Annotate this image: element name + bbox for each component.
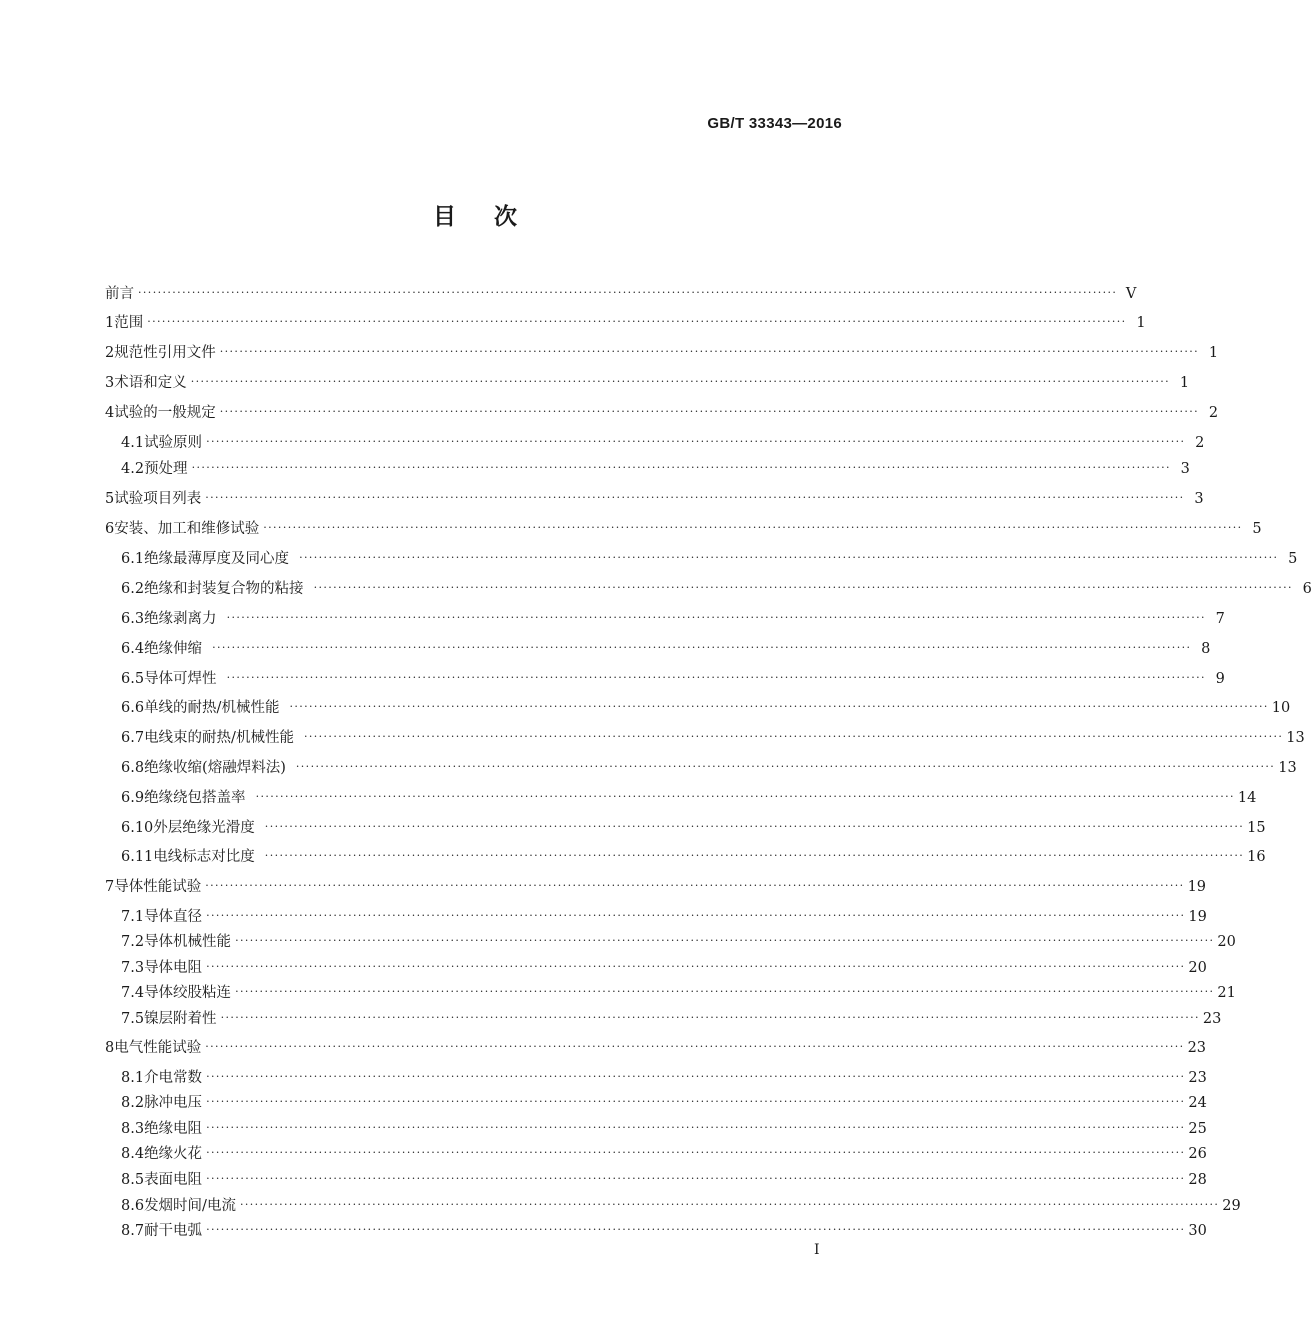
toc-entry-page: 21: [1217, 985, 1236, 1001]
toc-entry-number: 8.5: [121, 1172, 145, 1188]
toc-entry-page: 15: [1247, 820, 1266, 836]
toc-entry[interactable]: [121, 983, 1236, 1003]
toc-entry-page: 19: [1188, 909, 1207, 925]
toc-entry[interactable]: [105, 284, 1137, 304]
toc-entry-label: 绝缘绕包搭盖率: [144, 790, 246, 806]
toc-entry-page: 1: [1136, 315, 1146, 331]
toc-entry-number: 8.4: [121, 1146, 145, 1162]
toc-entry-label: 绝缘最薄厚度及同心度: [144, 551, 290, 567]
toc-entry-number: 8: [105, 1040, 115, 1056]
dot-leader: ········································································································································································································: [226, 611, 1206, 624]
standard-code: GB/T 33343—2016: [707, 115, 842, 132]
toc-entry-number: 6.2: [121, 581, 145, 597]
dot-leader: ········································································································································································································: [255, 790, 1235, 803]
toc-entry[interactable]: [121, 698, 1291, 718]
toc-entry-page: 23: [1188, 1070, 1207, 1086]
dot-leader: ········································································································································································································: [219, 405, 1200, 418]
toc-entry[interactable]: [121, 669, 1225, 689]
toc-entry-page: 25: [1188, 1121, 1207, 1137]
toc-entry[interactable]: [105, 489, 1204, 509]
toc-entry-label: 介电常数: [144, 1070, 203, 1086]
toc-entry-page: 30: [1188, 1223, 1207, 1239]
toc-entry[interactable]: [121, 907, 1207, 927]
toc-entry-number: 6.10: [121, 820, 154, 836]
toc-entry-page: 5: [1252, 521, 1262, 537]
toc-entry-number: 4: [105, 405, 115, 421]
dot-leader: ········································································································································································································: [206, 1146, 1186, 1159]
dot-leader: ········································································································································································································: [206, 909, 1186, 922]
dot-leader: ········································································································································································································: [295, 760, 1276, 773]
toc-entry-label: 导体机械性能: [144, 934, 232, 950]
toc-entry[interactable]: [105, 1038, 1207, 1058]
page-folio: I: [814, 1242, 820, 1258]
dot-leader: ········································································································································································································: [205, 879, 1185, 892]
toc-entry-page: 20: [1188, 960, 1207, 976]
toc-entry-label: 绝缘火花: [144, 1146, 203, 1162]
toc-entry-number: 7.4: [121, 985, 145, 1001]
toc-entry[interactable]: [121, 818, 1266, 838]
toc-entry-page: 1: [1208, 345, 1219, 361]
toc-entry[interactable]: [121, 788, 1257, 808]
dot-leader: ········································································································································································································: [206, 960, 1186, 973]
toc-entry-number: 8.1: [121, 1070, 145, 1086]
toc-entry-label: 耐干电弧: [144, 1223, 203, 1239]
toc-entry-label: 脉冲电压: [144, 1095, 203, 1111]
toc-entry-label: 试验的一般规定: [114, 405, 216, 421]
toc-entry-page: 7: [1215, 611, 1225, 627]
toc-entry-label: 导体直径: [144, 909, 203, 925]
toc-entry-label: 发烟时间/电流: [144, 1198, 236, 1214]
toc-entry-label: 绝缘伸缩: [144, 641, 203, 657]
toc-entry-number: 6.11: [121, 849, 154, 865]
toc-entry-page: 23: [1187, 1040, 1207, 1056]
dot-leader: ········································································································································································································: [191, 461, 1171, 474]
toc-entry[interactable]: [105, 343, 1219, 363]
toc-entry[interactable]: [121, 958, 1207, 978]
toc-entry-number: 7.5: [121, 1011, 145, 1027]
toc-entry[interactable]: [121, 1144, 1207, 1164]
toc-entry[interactable]: [121, 1221, 1207, 1241]
toc-entry[interactable]: [105, 519, 1262, 539]
toc-entry[interactable]: [121, 459, 1190, 479]
toc-entry-page: 19: [1187, 879, 1207, 895]
dot-leader: ········································································································································································································: [263, 521, 1243, 534]
dot-leader: ········································································································································································································: [219, 345, 1200, 358]
toc-entry-page: 20: [1217, 934, 1236, 950]
toc-entry-number: 6.8: [121, 760, 145, 776]
toc-entry-number: 5: [105, 491, 115, 507]
toc-entry-number: 1: [105, 315, 115, 331]
toc-entry-label: 绝缘剥离力: [144, 611, 217, 627]
toc-entry-label: 导体绞股粘连: [144, 985, 232, 1001]
dot-leader: ········································································································································································································: [264, 820, 1245, 833]
toc-entry-label: 单线的耐热/机械性能: [144, 700, 280, 716]
toc-entry-page: 3: [1194, 491, 1204, 507]
toc-entry-number: 6.1: [121, 551, 145, 567]
toc-entry-number: 8.7: [121, 1223, 145, 1239]
toc-entry[interactable]: [105, 877, 1207, 897]
toc-entry[interactable]: [121, 1009, 1222, 1029]
toc-entry-label: 绝缘电阻: [144, 1121, 203, 1137]
toc-entry-page: 24: [1188, 1095, 1207, 1111]
toc-entry-label: 导体可焊性: [144, 671, 217, 687]
toc-entry-page: 13: [1286, 730, 1305, 746]
toc-entry-label: 试验原则: [144, 435, 203, 451]
toc-entry-number: 6.9: [121, 790, 145, 806]
toc-entry-label: 电线束的耐热/机械性能: [144, 730, 294, 746]
dot-leader: ········································································································································································································: [212, 641, 1192, 654]
dot-leader: ········································································································································································································: [299, 551, 1279, 564]
toc-entry-page: V: [1125, 286, 1137, 302]
dot-leader: ········································································································································································································: [289, 700, 1269, 713]
toc-entry-page: 1: [1179, 375, 1190, 391]
toc-entry-number: 6.5: [121, 671, 145, 687]
toc-entry-number: 6.3: [121, 611, 145, 627]
toc-entry-label: 电线标志对比度: [153, 849, 255, 865]
toc-entry[interactable]: [121, 1119, 1207, 1139]
toc-entry-number: 7: [105, 879, 115, 895]
toc-entry-page: 8: [1201, 641, 1211, 657]
toc-entry-page: 26: [1188, 1146, 1207, 1162]
page-title: 目次: [433, 203, 555, 230]
dot-leader: ········································································································································································································: [206, 1070, 1186, 1083]
toc-entry[interactable]: [121, 1068, 1207, 1088]
toc-entry[interactable]: [105, 373, 1190, 393]
toc-entry[interactable]: [121, 932, 1236, 952]
dot-leader: ········································································································································································································: [226, 671, 1206, 684]
dot-leader: ········································································································································································································: [313, 581, 1293, 594]
dot-leader: ········································································································································································································: [239, 1198, 1220, 1211]
toc-entry-number: 6.6: [121, 700, 145, 716]
toc-entry-page: 16: [1247, 849, 1266, 865]
dot-leader: ········································································································································································································: [147, 315, 1127, 328]
dot-leader: ········································································································································································································: [206, 1172, 1186, 1185]
toc-entry[interactable]: [105, 403, 1219, 423]
toc-entry-page: 14: [1237, 790, 1257, 806]
toc-entry[interactable]: [121, 1093, 1207, 1113]
toc-entry-page: 5: [1288, 551, 1298, 567]
toc-entry-label: 前言: [105, 286, 134, 302]
dot-leader: ········································································································································································································: [206, 1095, 1186, 1108]
toc-entry-page: 3: [1180, 461, 1190, 477]
toc-entry-number: 7.3: [121, 960, 145, 976]
toc-entry-number: 6: [105, 521, 115, 537]
toc-entry[interactable]: [121, 728, 1305, 748]
toc-entry[interactable]: [121, 579, 1312, 599]
toc-entry-label: 镍层附着性: [144, 1011, 217, 1027]
toc-entry-label: 绝缘和封装复合物的粘接: [144, 581, 304, 597]
toc-entry[interactable]: [121, 609, 1225, 629]
dot-leader: ········································································································································································································: [235, 934, 1215, 947]
dot-leader: ········································································································································································································: [220, 1011, 1200, 1024]
toc-entry-number: 7.2: [121, 934, 145, 950]
toc-entry-label: 预处理: [144, 461, 188, 477]
toc-entry[interactable]: [121, 639, 1211, 659]
toc-entry[interactable]: [121, 433, 1205, 453]
toc-entry-number: 8.3: [121, 1121, 145, 1137]
toc-entry[interactable]: [121, 758, 1297, 778]
dot-leader: ········································································································································································································: [206, 1121, 1186, 1134]
toc-entry-label: 试验项目列表: [114, 491, 202, 507]
toc-entry-label: 安装、加工和维修试验: [114, 521, 260, 537]
toc-entry-page: 2: [1208, 405, 1219, 421]
toc-entry-label: 电气性能试验: [114, 1040, 202, 1056]
dot-leader: ········································································································································································································: [205, 491, 1185, 504]
dot-leader: ········································································································································································································: [206, 435, 1186, 448]
toc-entry-page: 6: [1302, 581, 1312, 597]
toc-entry-page: 28: [1188, 1172, 1207, 1188]
toc-entry[interactable]: [105, 313, 1146, 333]
toc-entry-number: 2: [105, 345, 115, 361]
toc-entry-label: 外层绝缘光滑度: [153, 820, 255, 836]
toc-entry-number: 7.1: [121, 909, 145, 925]
toc-entry-number: 4.2: [121, 461, 145, 477]
toc-entry-label: 范围: [114, 315, 144, 331]
toc-entry-label: 绝缘收缩(熔融焊料法): [144, 760, 286, 776]
toc-entry-number: 3: [105, 375, 115, 391]
toc-entry-number: 8.2: [121, 1095, 145, 1111]
toc-entry-page: 9: [1215, 671, 1225, 687]
dot-leader: ········································································································································································································: [264, 849, 1245, 862]
dot-leader: ········································································································································································································: [303, 730, 1284, 743]
toc-entry[interactable]: [121, 847, 1266, 867]
toc-entry-number: 8.6: [121, 1198, 145, 1214]
toc-entry-page: 10: [1271, 700, 1291, 716]
toc-entry-page: 2: [1195, 435, 1205, 451]
toc-entry-page: 13: [1278, 760, 1297, 776]
toc-entry-label: 表面电阻: [144, 1172, 203, 1188]
dot-leader: ········································································································································································································: [206, 1223, 1186, 1236]
toc-entry[interactable]: [121, 1170, 1207, 1190]
toc-entry-page: 23: [1202, 1011, 1222, 1027]
dot-leader: ········································································································································································································: [190, 375, 1171, 388]
toc-entry-number: 6.7: [121, 730, 145, 746]
toc-entry-page: 29: [1222, 1198, 1241, 1214]
dot-leader: ········································································································································································································: [235, 985, 1215, 998]
dot-leader: ········································································································································································································: [205, 1040, 1185, 1053]
toc-entry-label: 规范性引用文件: [114, 345, 216, 361]
toc-entry-number: 4.1: [121, 435, 145, 451]
toc-entry[interactable]: [121, 1196, 1241, 1216]
toc-entry[interactable]: [121, 549, 1298, 569]
toc-entry-label: 导体性能试验: [114, 879, 202, 895]
toc-entry-number: 6.4: [121, 641, 145, 657]
toc-entry-label: 导体电阻: [144, 960, 203, 976]
dot-leader: ········································································································································································································: [138, 286, 1118, 299]
toc-entry-label: 术语和定义: [114, 375, 187, 391]
